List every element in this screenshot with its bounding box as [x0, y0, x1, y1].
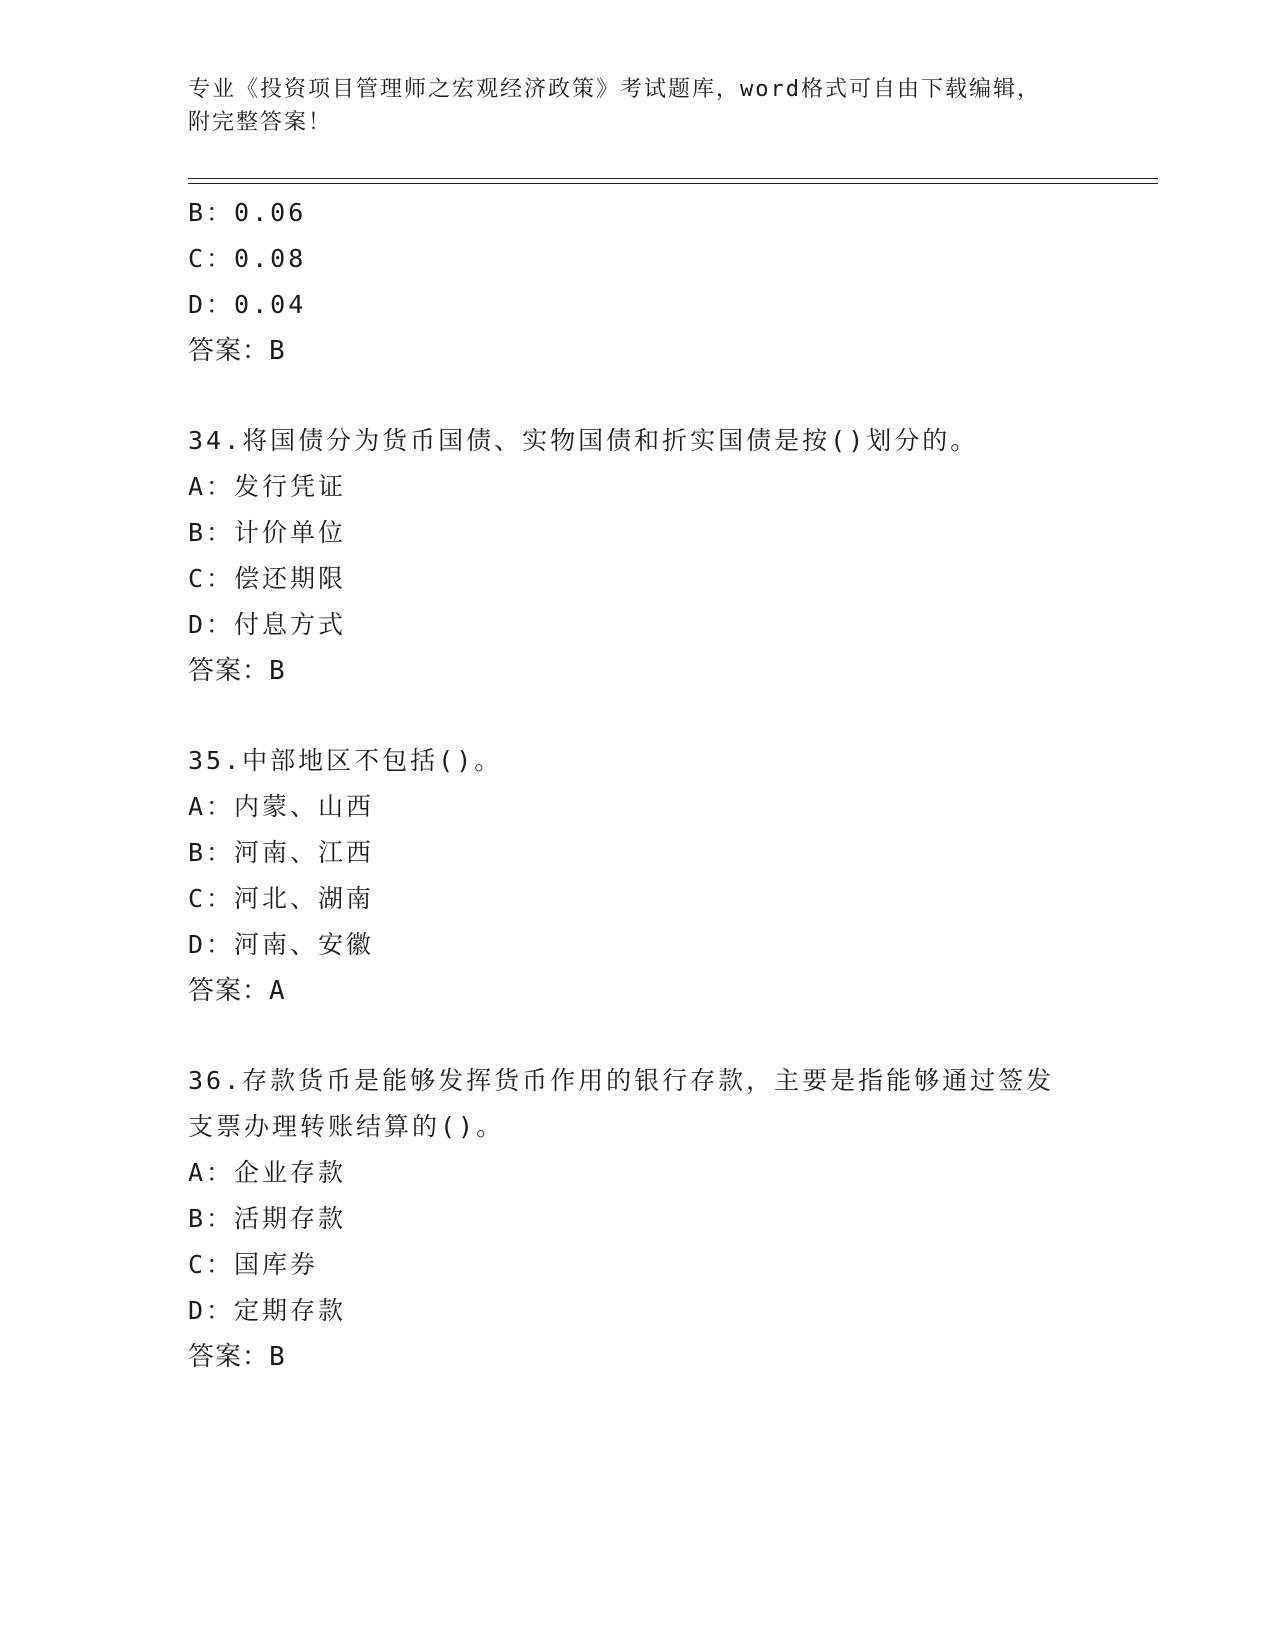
- header-line-1: 专业《投资项目管理师之宏观经济政策》考试题库，word格式可自由下载编辑，: [188, 77, 1041, 102]
- header-line-2: 附完整答案！: [188, 110, 333, 135]
- question-34: [188, 418, 1088, 694]
- question-stem: 35.中部地区不包括()。: [188, 746, 503, 775]
- option-b: B：计价单位: [188, 518, 347, 547]
- header-divider-top: [188, 178, 1158, 179]
- header-divider-bottom: [188, 183, 1158, 184]
- question-stem: 34.将国债分为货币国债、实物国债和折实国债是按()划分的。: [188, 426, 979, 455]
- question-stem-line-1: 36.存款货币是能够发挥货币作用的银行存款，主要是指能够通过签发: [188, 1066, 1055, 1095]
- option-b: B：河南、江西: [188, 838, 375, 867]
- answer-line: 答案：B: [188, 656, 286, 686]
- question-stem-line-2: 支票办理转账结算的()。: [188, 1112, 505, 1141]
- option-c: C：河北、湖南: [188, 884, 375, 913]
- option-a: A：内蒙、山西: [188, 792, 375, 821]
- option-b: B：0.06: [188, 198, 307, 227]
- option-d: D：付息方式: [188, 610, 347, 639]
- answer-line: 答案：A: [188, 976, 286, 1006]
- option-a: A：发行凭证: [188, 472, 347, 501]
- answer-line: 答案：B: [188, 1342, 286, 1372]
- option-d: D：定期存款: [188, 1296, 347, 1325]
- option-c: C：国库券: [188, 1250, 319, 1279]
- question-36: [188, 1058, 1088, 1380]
- question-33-continued: [188, 190, 1088, 374]
- answer-line: 答案：B: [188, 336, 286, 366]
- document-header: [188, 73, 1088, 139]
- option-d: D：河南、安徽: [188, 930, 375, 959]
- option-a: A：企业存款: [188, 1158, 347, 1187]
- option-b: B：活期存款: [188, 1204, 347, 1233]
- option-c: C：偿还期限: [188, 564, 347, 593]
- question-35: [188, 738, 1088, 1014]
- option-c: C：0.08: [188, 244, 307, 273]
- question-list: [188, 190, 1088, 1380]
- option-d: D：0.04: [188, 290, 307, 319]
